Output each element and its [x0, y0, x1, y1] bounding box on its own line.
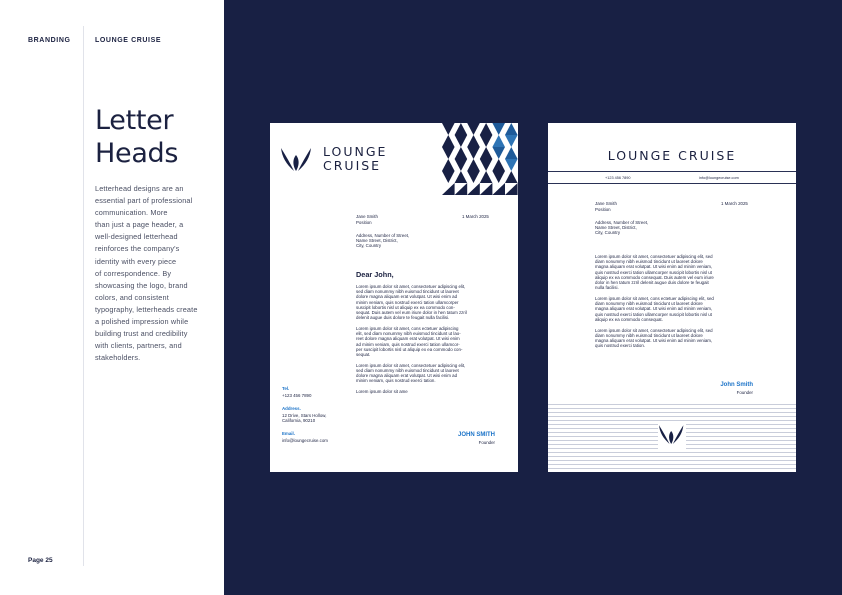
- letter-date: 1 March 2025: [462, 214, 489, 219]
- letter-body: [595, 254, 714, 354]
- signer-title: Founder: [736, 390, 753, 395]
- description-line: stakeholders.: [95, 353, 141, 363]
- body-line: magna aliquam erat volutpat. Ut wisi enim ad minim veniam,: [595, 264, 713, 270]
- triangle-pattern: [442, 123, 518, 195]
- body-line: sed diam nonummy nibh euismod tincidunt ut laoreet: [356, 289, 459, 295]
- logo-text: LOUNGE CRUISE: [607, 148, 737, 163]
- address-line: City, Country: [595, 230, 621, 236]
- footer-line: [548, 456, 796, 457]
- email-value: info@loungecruise.com: [282, 438, 328, 443]
- footer-line: [548, 408, 796, 409]
- pattern-triangle: [492, 183, 505, 195]
- description: [95, 183, 217, 364]
- footer-line: [548, 468, 796, 469]
- footer-line: [548, 404, 796, 405]
- description-line: identity with every piece: [95, 256, 177, 266]
- body-line: Lorem ipsum dolor sit amet, consectetuer adipiscing elit,: [356, 284, 466, 289]
- logo-leaf-icon: [281, 148, 313, 172]
- pattern-triangle: [455, 159, 468, 171]
- page-title-line-1: Letter: [95, 105, 174, 136]
- pattern-triangle: [442, 123, 455, 135]
- address-line: Address, Number of Street,: [595, 220, 649, 225]
- company-address: [282, 413, 326, 423]
- footer-line: [548, 420, 796, 421]
- body-line: diam nonummy nibh euismod tincidunt ut laoreet dolore: [595, 259, 703, 265]
- letter-body: [356, 284, 467, 400]
- body-line: elit, sed diam nonummy nibh euismod tincidunt ut lao-: [356, 331, 461, 337]
- footer-line: [548, 416, 796, 417]
- pattern-triangle: [480, 183, 493, 195]
- pattern-triangle: [467, 171, 480, 183]
- pattern-triangle: [467, 123, 480, 135]
- description-line: typography, letterheads create: [95, 304, 198, 314]
- body-paragraph: [356, 326, 467, 357]
- body-line: nulla facilisi.: [595, 285, 619, 291]
- page-number: Page 25: [28, 557, 53, 564]
- recipient-position: Position: [595, 207, 611, 212]
- body-line: minim veniam, quis nostrud exerci tation ullamcorper: [356, 299, 459, 305]
- body-line: quis nostrud exerci tation ullamcorper suscipit lobortis nisl ut: [595, 311, 712, 317]
- address-line: Address, Number of Street,: [356, 233, 410, 238]
- body-line: Lorem ipsum dolor sit ame: [356, 389, 408, 395]
- body-paragraph: [356, 363, 467, 384]
- pattern-triangle: [455, 135, 468, 147]
- body-line: Lorem ipsum dolor sit amet, consectetuer adipiscing elit, sed: [595, 254, 713, 259]
- body-line: diam nonummy nibh euismod tincidunt ut laoreet dolore: [595, 332, 703, 338]
- description-line: a polished impression while: [95, 317, 189, 327]
- pattern-triangle: [492, 171, 505, 183]
- pattern-triangle: [505, 171, 518, 183]
- pattern-triangle: [505, 147, 518, 159]
- body-line: per suscipit lobortis nisl ut aliquip ex ea commodo con-: [356, 346, 463, 352]
- signer-title: Founder: [478, 440, 495, 445]
- body-line: aliquip ex ea commodo consequat.: [595, 316, 663, 322]
- pattern-triangle: [455, 123, 468, 135]
- pattern-triangle: [492, 147, 505, 159]
- body-paragraph: [595, 296, 714, 322]
- pattern-triangle: [467, 183, 480, 195]
- description-line: showcasing the logo, brand: [95, 280, 188, 290]
- body-line: quis nostrud exerci tation.: [595, 343, 646, 349]
- pattern-triangle: [467, 159, 480, 171]
- description-line: reinforces the company's: [95, 244, 180, 254]
- tel-value: +123 456 7890: [282, 393, 312, 398]
- description-line: essential part of professional: [95, 196, 193, 206]
- letter-date: 1 March 2025: [721, 201, 748, 206]
- body-paragraph: [595, 254, 714, 290]
- body-line: magna aliquam erat volutpat. Ut wisi enim ad minim veniam,: [595, 338, 713, 344]
- recipient-position: Position: [356, 220, 372, 225]
- address-line: City, Country: [356, 243, 382, 249]
- pattern-triangle: [505, 159, 518, 171]
- description-line: well-designed letterhead: [95, 232, 178, 242]
- body-line: Lorem ipsum dolor sit amet, cons ectetuer adipiscing: [356, 326, 459, 332]
- logo-text-line-1: LOUNGE: [323, 144, 388, 159]
- body-line: quis nostrud exerci tation ullamcorper suscipit lobortis nisl ut: [595, 269, 712, 275]
- description-line: than just a page header, a: [95, 220, 184, 230]
- divider-line: [83, 26, 84, 566]
- body-line: diam nonummy nibh euismod tincidunt ut laoreet dolore: [595, 301, 703, 307]
- recipient-address: [595, 220, 648, 236]
- pattern-triangle: [480, 123, 493, 135]
- pattern-triangle: [505, 123, 518, 135]
- pattern-triangle: [505, 183, 518, 195]
- pattern-triangle: [492, 159, 505, 171]
- body-line: minim veniam, quis nostrud exerci tation.: [356, 378, 436, 384]
- pattern-triangle: [480, 159, 493, 171]
- pattern-triangle: [442, 135, 455, 147]
- body-line: dolore magna aliquam erat volutpat. Ut wisi enim ad: [356, 373, 458, 379]
- address-line: Name Street, District,: [356, 238, 398, 244]
- footer-logo-icon: [659, 425, 685, 445]
- body-line: aliquip ex ea commodo consequat. Duis autem vel eum iriure: [595, 274, 714, 280]
- pattern-triangle: [442, 171, 455, 183]
- company-address-line: California, 90210: [282, 418, 316, 424]
- pattern-triangle: [455, 147, 468, 159]
- company-address-line: 12 Drive, Stars Hollow,: [282, 413, 327, 418]
- pattern-triangle: [442, 183, 455, 195]
- body-line: delenit augue duis dolore te feugait nulla facilisi.: [356, 315, 450, 321]
- body-line: suscipit lobortis nisl ut aliquip ex ea commodo con-: [356, 304, 455, 310]
- body-line: sequat. Duis autem vel eum iriure dolor in hen tatum zzril: [356, 310, 467, 316]
- signer-name: John Smith: [720, 382, 753, 388]
- header-email: info@loungecruise.com: [699, 176, 739, 180]
- body-line: Lorem ipsum dolor sit amet, consectetuer adipiscing elit, sed: [595, 327, 713, 333]
- greeting: Dear John,: [356, 270, 394, 279]
- pattern-triangle: [480, 171, 493, 183]
- logo-text-line-2: CRUISE: [323, 158, 382, 173]
- info-panel: [0, 0, 224, 595]
- header-rule-top: [548, 171, 796, 172]
- brand-label: LOUNGE CRUISE: [95, 37, 162, 44]
- body-line: reet dolore magna aliquam erat volutpat. Ut wisi enim: [356, 336, 460, 342]
- footer-line: [548, 460, 796, 461]
- pattern-triangle: [467, 147, 480, 159]
- letterhead-b: [548, 123, 796, 472]
- section-label: BRANDING: [28, 37, 71, 44]
- page-title: [95, 104, 178, 170]
- email-label: Email.: [282, 431, 295, 436]
- address-line: Name Street, District,: [595, 225, 637, 231]
- description-line: building trust and credibility: [95, 329, 188, 339]
- footer-line: [548, 412, 796, 413]
- pattern-triangle: [455, 183, 468, 195]
- description-line: of correspondence. By: [95, 268, 172, 278]
- pattern-triangle: [455, 171, 468, 183]
- body-line: dolor in hen tatum zzril delenit augue duis dolore te feugait: [595, 280, 709, 286]
- footer-line: [548, 464, 796, 465]
- pattern-triangle: [480, 135, 493, 147]
- body-line: Lorem ipsum dolor sit amet, cons ectetuer adipiscing elit, sed: [595, 296, 714, 302]
- body-line: Lorem ipsum dolor sit amet, consectetuer adipiscing elit,: [356, 362, 466, 368]
- description-line: Letterhead designs are an: [95, 184, 184, 193]
- pattern-triangle: [505, 135, 518, 147]
- pattern-triangle: [467, 135, 480, 147]
- page-title-line-2: Heads: [95, 138, 179, 169]
- pattern-triangle: [442, 159, 455, 171]
- pattern-triangle: [480, 147, 493, 159]
- header-rule-bottom: [548, 183, 796, 184]
- pattern-triangle: [492, 135, 505, 147]
- body-line: sed diam nonummy nibh euismod tincidunt ut laoreet: [356, 368, 459, 374]
- body-line: sequat.: [356, 352, 371, 358]
- description-line: with clients, partners, and: [95, 341, 182, 351]
- description-line: colors, and consistent: [95, 292, 169, 302]
- body-paragraph: [356, 389, 467, 394]
- address-label: Address.: [282, 406, 301, 411]
- recipient-name: Jane Smith: [356, 214, 378, 219]
- body-line: dolore magna aliquam erat volutpat. Ut wisi enim ad: [356, 294, 458, 300]
- body-paragraph: [356, 284, 467, 320]
- description-line: communication. More: [95, 208, 168, 218]
- pattern-triangle: [442, 147, 455, 159]
- footer-line: [548, 452, 796, 453]
- body-line: ad minim veniam, quis nostrud exerci tation ullamcor-: [356, 341, 460, 347]
- signer-name: JOHN SMITH: [457, 432, 495, 438]
- recipient-name: Jane Smith: [595, 201, 617, 206]
- tel-label: Tel.: [282, 386, 290, 391]
- recipient-address: [356, 233, 409, 249]
- letterhead-a: [270, 123, 518, 472]
- body-line: magna aliquam erat volutpat. Ut wisi enim ad minim veniam,: [595, 306, 713, 312]
- body-paragraph: [595, 328, 714, 349]
- header-phone: +123 456 7890: [605, 176, 631, 180]
- pattern-triangle: [492, 123, 505, 135]
